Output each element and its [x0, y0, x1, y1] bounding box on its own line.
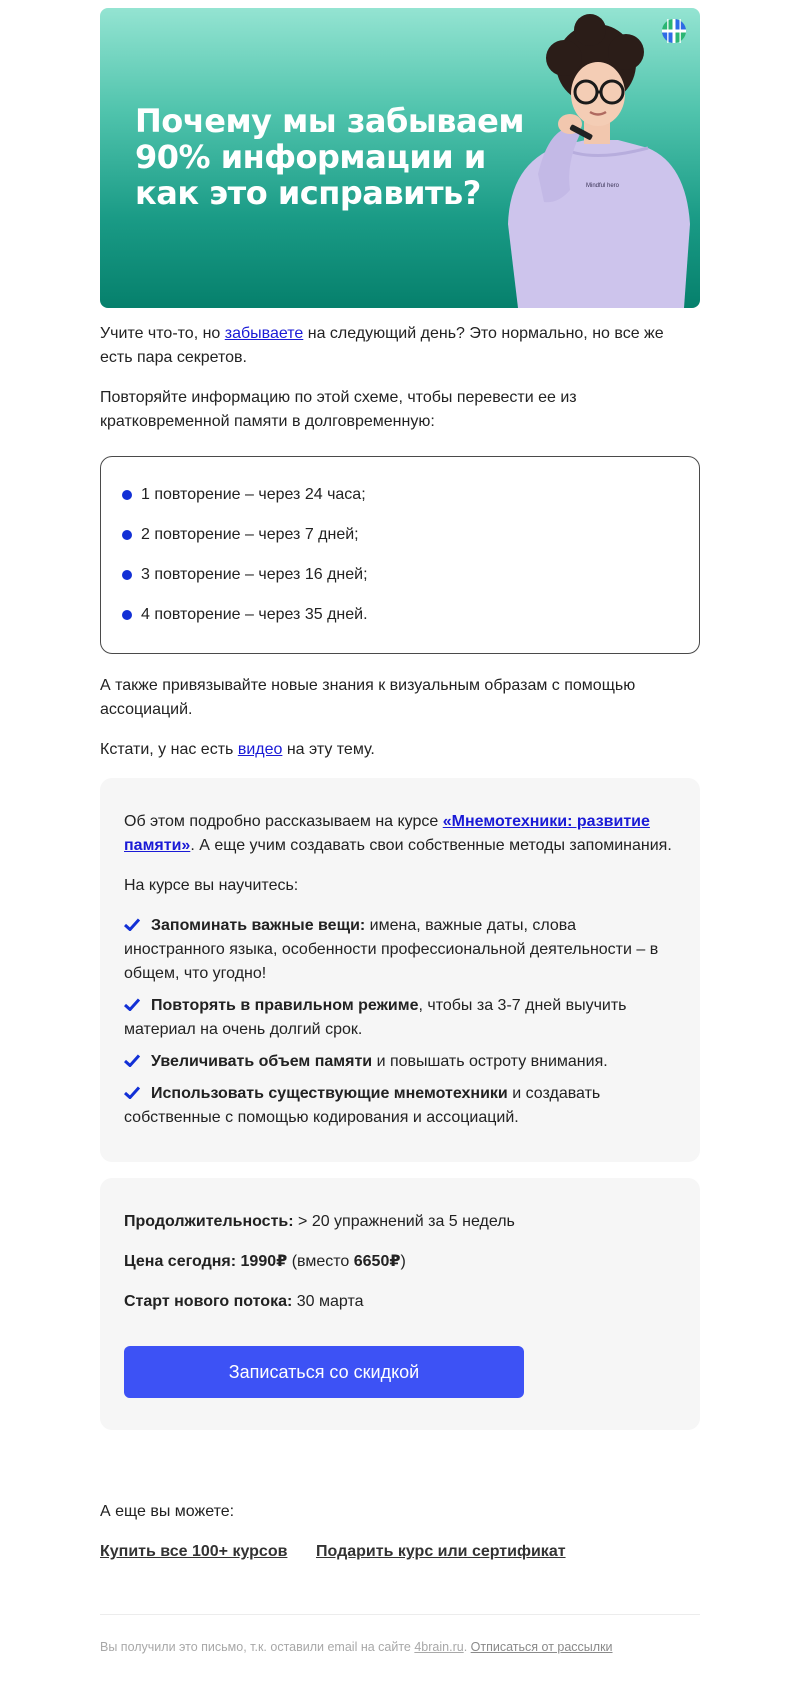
benefit-item: Использовать существующие мнемотехники и создавать собственные с помощью кодирования и ассоциаций.	[124, 1085, 601, 1126]
buy-all-courses-link[interactable]: Купить все 100+ курсов	[100, 1543, 288, 1560]
repetition-schedule: 1 повторение – через 24 часа; 2 повторение – через 7 дней; 3 повторение – через 16 дней; 4 повторение – через 35 дней.	[100, 456, 700, 654]
site-link[interactable]: 4brain.ru	[414, 1640, 464, 1654]
more-heading: А еще вы можете:	[100, 1503, 235, 1520]
hero-banner[interactable]	[100, 8, 700, 308]
video-link[interactable]: видео	[237, 741, 283, 758]
benefit-item: Увеличивать объем памяти и повышать остроту внимания.	[151, 1053, 608, 1070]
start-line: Старт нового потока: 30 марта	[124, 1293, 364, 1310]
enroll-discount-button[interactable]: Записаться со скидкой	[124, 1346, 524, 1398]
scheme-paragraph: Повторяйте информацию по этой схеме, чтобы перевести ее из кратковременной памяти в долговременную:	[100, 389, 577, 430]
course-link[interactable]: «Мнемотехники: развитие памяти»	[124, 813, 650, 854]
bullet-icon	[122, 530, 132, 540]
duration-line: Продолжительность: > 20 упражнений за 5 недель	[124, 1213, 515, 1230]
video-paragraph: Кстати, у нас есть видео на эту тему.	[100, 741, 375, 758]
bullet-icon	[122, 610, 132, 620]
price-line: Цена сегодня: 1990₽ (вместо 6650₽)	[124, 1253, 406, 1270]
hero-title: Почему мы забываем 90% информации и как это исправить?	[135, 102, 524, 212]
associations-paragraph: А также привязывайте новые знания к визуальным образам с помощью ассоциаций.	[100, 677, 636, 718]
benefit-item: Запоминать важные вещи: имена, важные даты, слова иностранного языка, особенности профессиональной деятельности – в общем, что угодно!	[124, 917, 659, 982]
bullet-icon	[122, 570, 132, 580]
bullet-icon	[122, 490, 132, 500]
unsubscribe-link[interactable]: Отписаться от рассылки	[470, 1640, 613, 1654]
intro-paragraph: Учите что-то, но забываете на следующий день? Это нормально, но все же есть пара секретов.	[100, 325, 664, 366]
shirt-print: Mindful hero	[586, 183, 620, 189]
course-intro: Об этом подробно рассказываем на курсе «Мнемотехники: развитие памяти». А еще учим создавать свои собственные методы запоминания.	[124, 813, 672, 854]
learn-heading: На курсе вы научитесь:	[124, 877, 299, 894]
offer-card	[100, 1178, 700, 1430]
footer-note: Вы получили это письмо, т.к. оставили email на сайте 4brain.ru. Отписаться от рассылки	[100, 1640, 613, 1654]
benefit-item: Повторять в правильном режиме, чтобы за 3-7 дней выучить материал на очень долгий срок.	[124, 997, 627, 1038]
course-card	[100, 778, 700, 1162]
forget-link[interactable]: забываете	[224, 325, 304, 342]
gift-course-link[interactable]: Подарить курс или сертификат	[316, 1543, 566, 1560]
footer-divider	[100, 1614, 700, 1615]
woman-portrait-illustration	[498, 14, 698, 308]
